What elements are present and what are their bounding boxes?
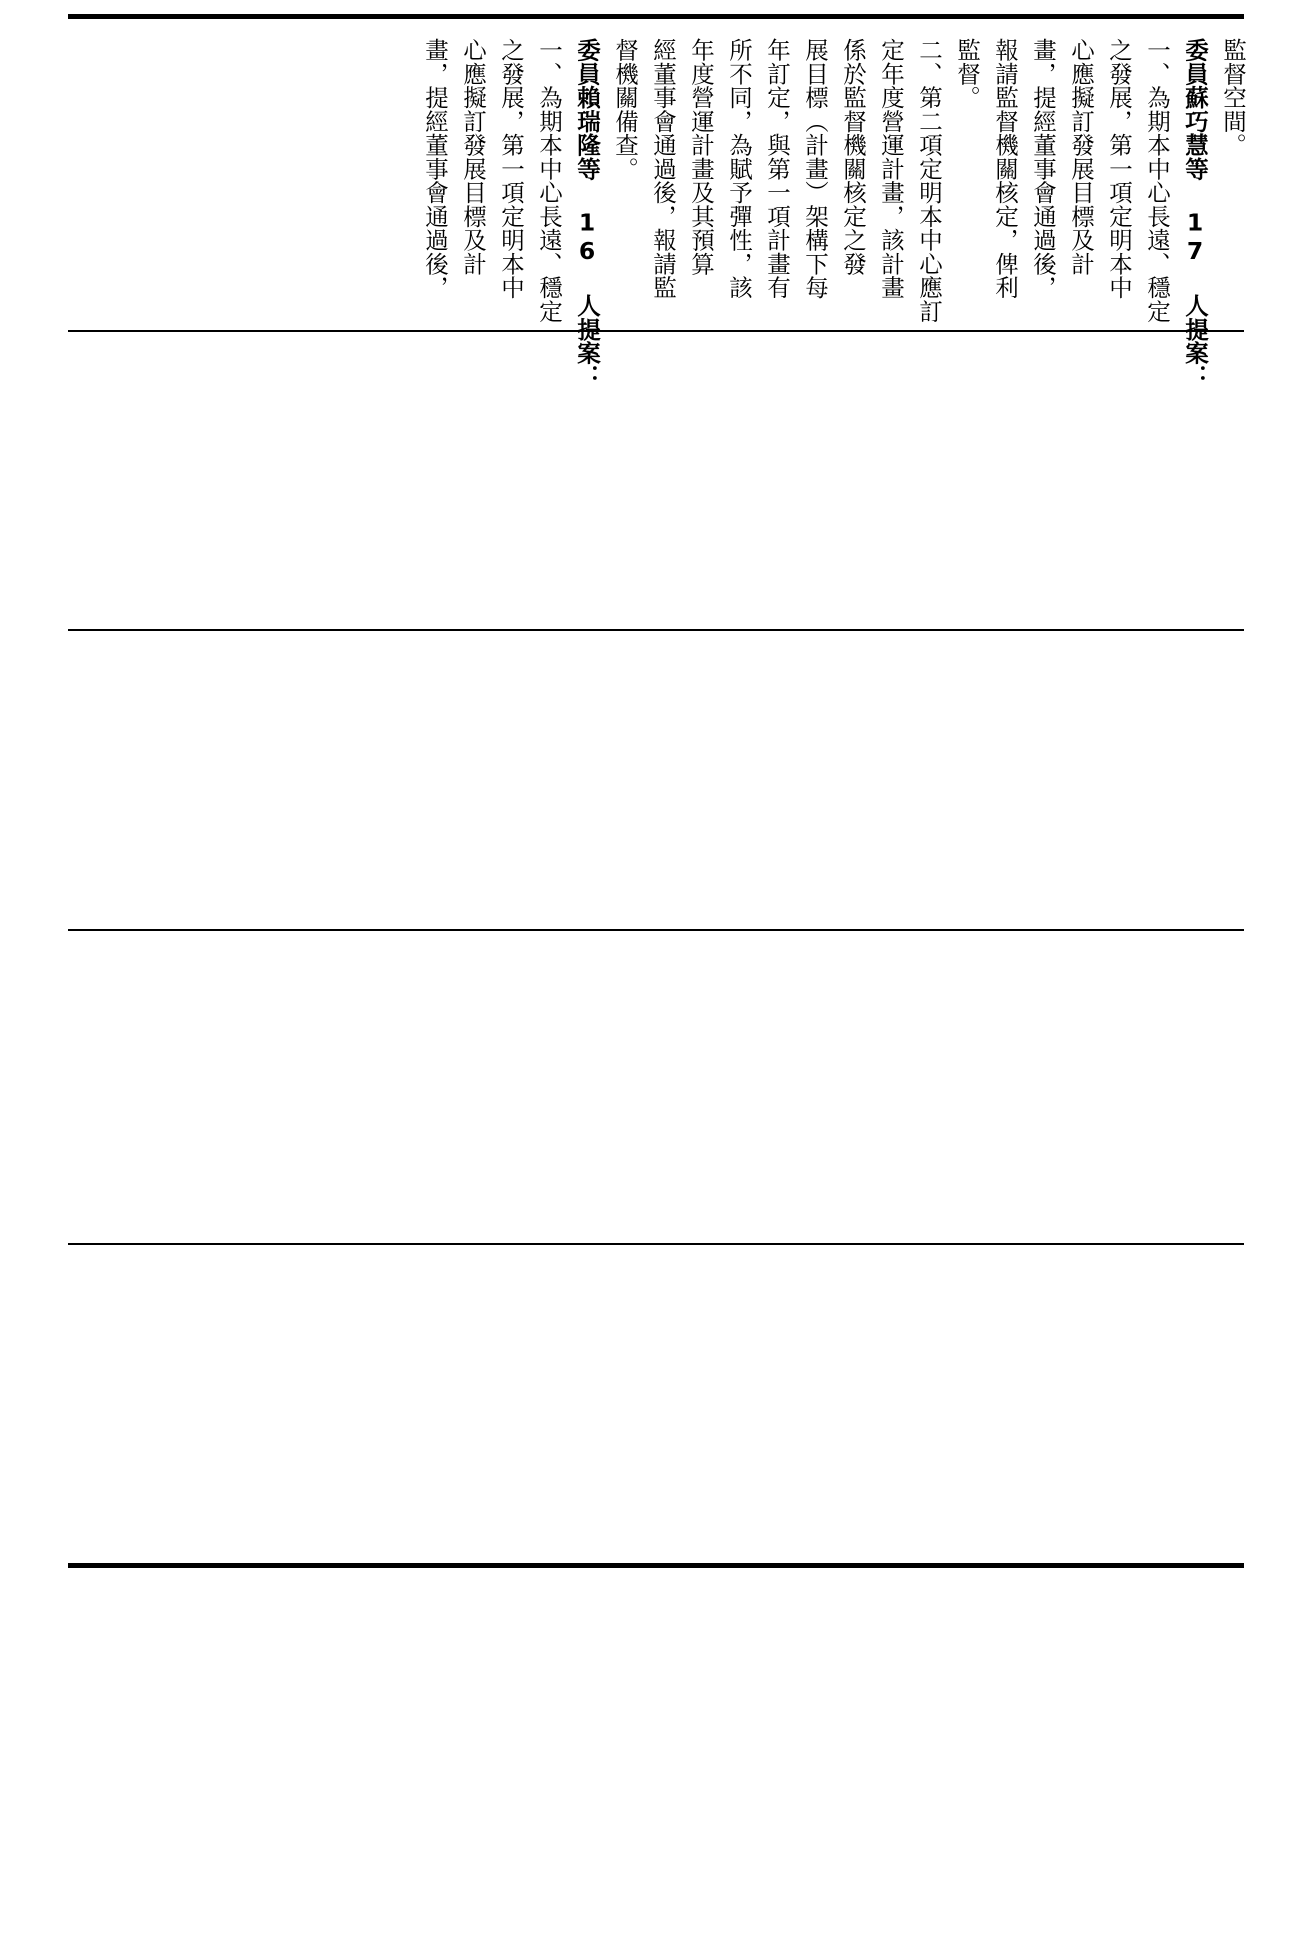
text-column: 之發展，第一項定明本中 <box>497 38 525 300</box>
text-column: 經董事會通過後，報請監 <box>649 38 677 300</box>
vertical-text-block <box>68 14 1247 389</box>
table-rule <box>68 929 1244 931</box>
text-column: 年訂定，與第一項計畫有 <box>763 38 791 300</box>
text-column-heading: 委員蘇巧慧等 17 人提案： <box>1181 38 1209 389</box>
text-column: 心應擬訂發展目標及計 <box>1067 38 1095 276</box>
table-rule-bottom <box>68 1563 1244 1568</box>
text-column: 畫，提經董事會通過後， <box>1029 38 1057 300</box>
text-column: 之發展，第一項定明本中 <box>1105 38 1133 300</box>
text-column: 係於監督機關核定之發 <box>839 38 867 276</box>
text-column: 畫，提經董事會通過後， <box>421 38 449 300</box>
text-column: 年度營運計畫及其預算 <box>687 38 715 276</box>
text-column-heading: 委員賴瑞隆等 16 人提案： <box>573 38 601 389</box>
text-column: 心應擬訂發展目標及計 <box>459 38 487 276</box>
text-column: 所不同，為賦予彈性，該 <box>725 38 753 300</box>
text-column: 監督。 <box>953 38 981 110</box>
text-column: 定年度營運計畫，該計畫 <box>877 38 905 300</box>
table-rule <box>68 330 1244 332</box>
table-rule <box>68 629 1244 631</box>
text-column: 督機關備查。 <box>611 38 639 181</box>
text-column: 二、第二項定明本中心應訂 <box>915 38 943 323</box>
text-column: 一、為期本中心長遠、穩定 <box>1143 38 1171 323</box>
table-rule <box>68 1243 1244 1245</box>
text-column: 監督空間。 <box>1219 38 1247 157</box>
text-column: 一、為期本中心長遠、穩定 <box>535 38 563 323</box>
text-column: 展目標（計畫）架構下每 <box>801 38 829 300</box>
text-column: 報請監督機關核定，俾利 <box>991 38 1019 300</box>
